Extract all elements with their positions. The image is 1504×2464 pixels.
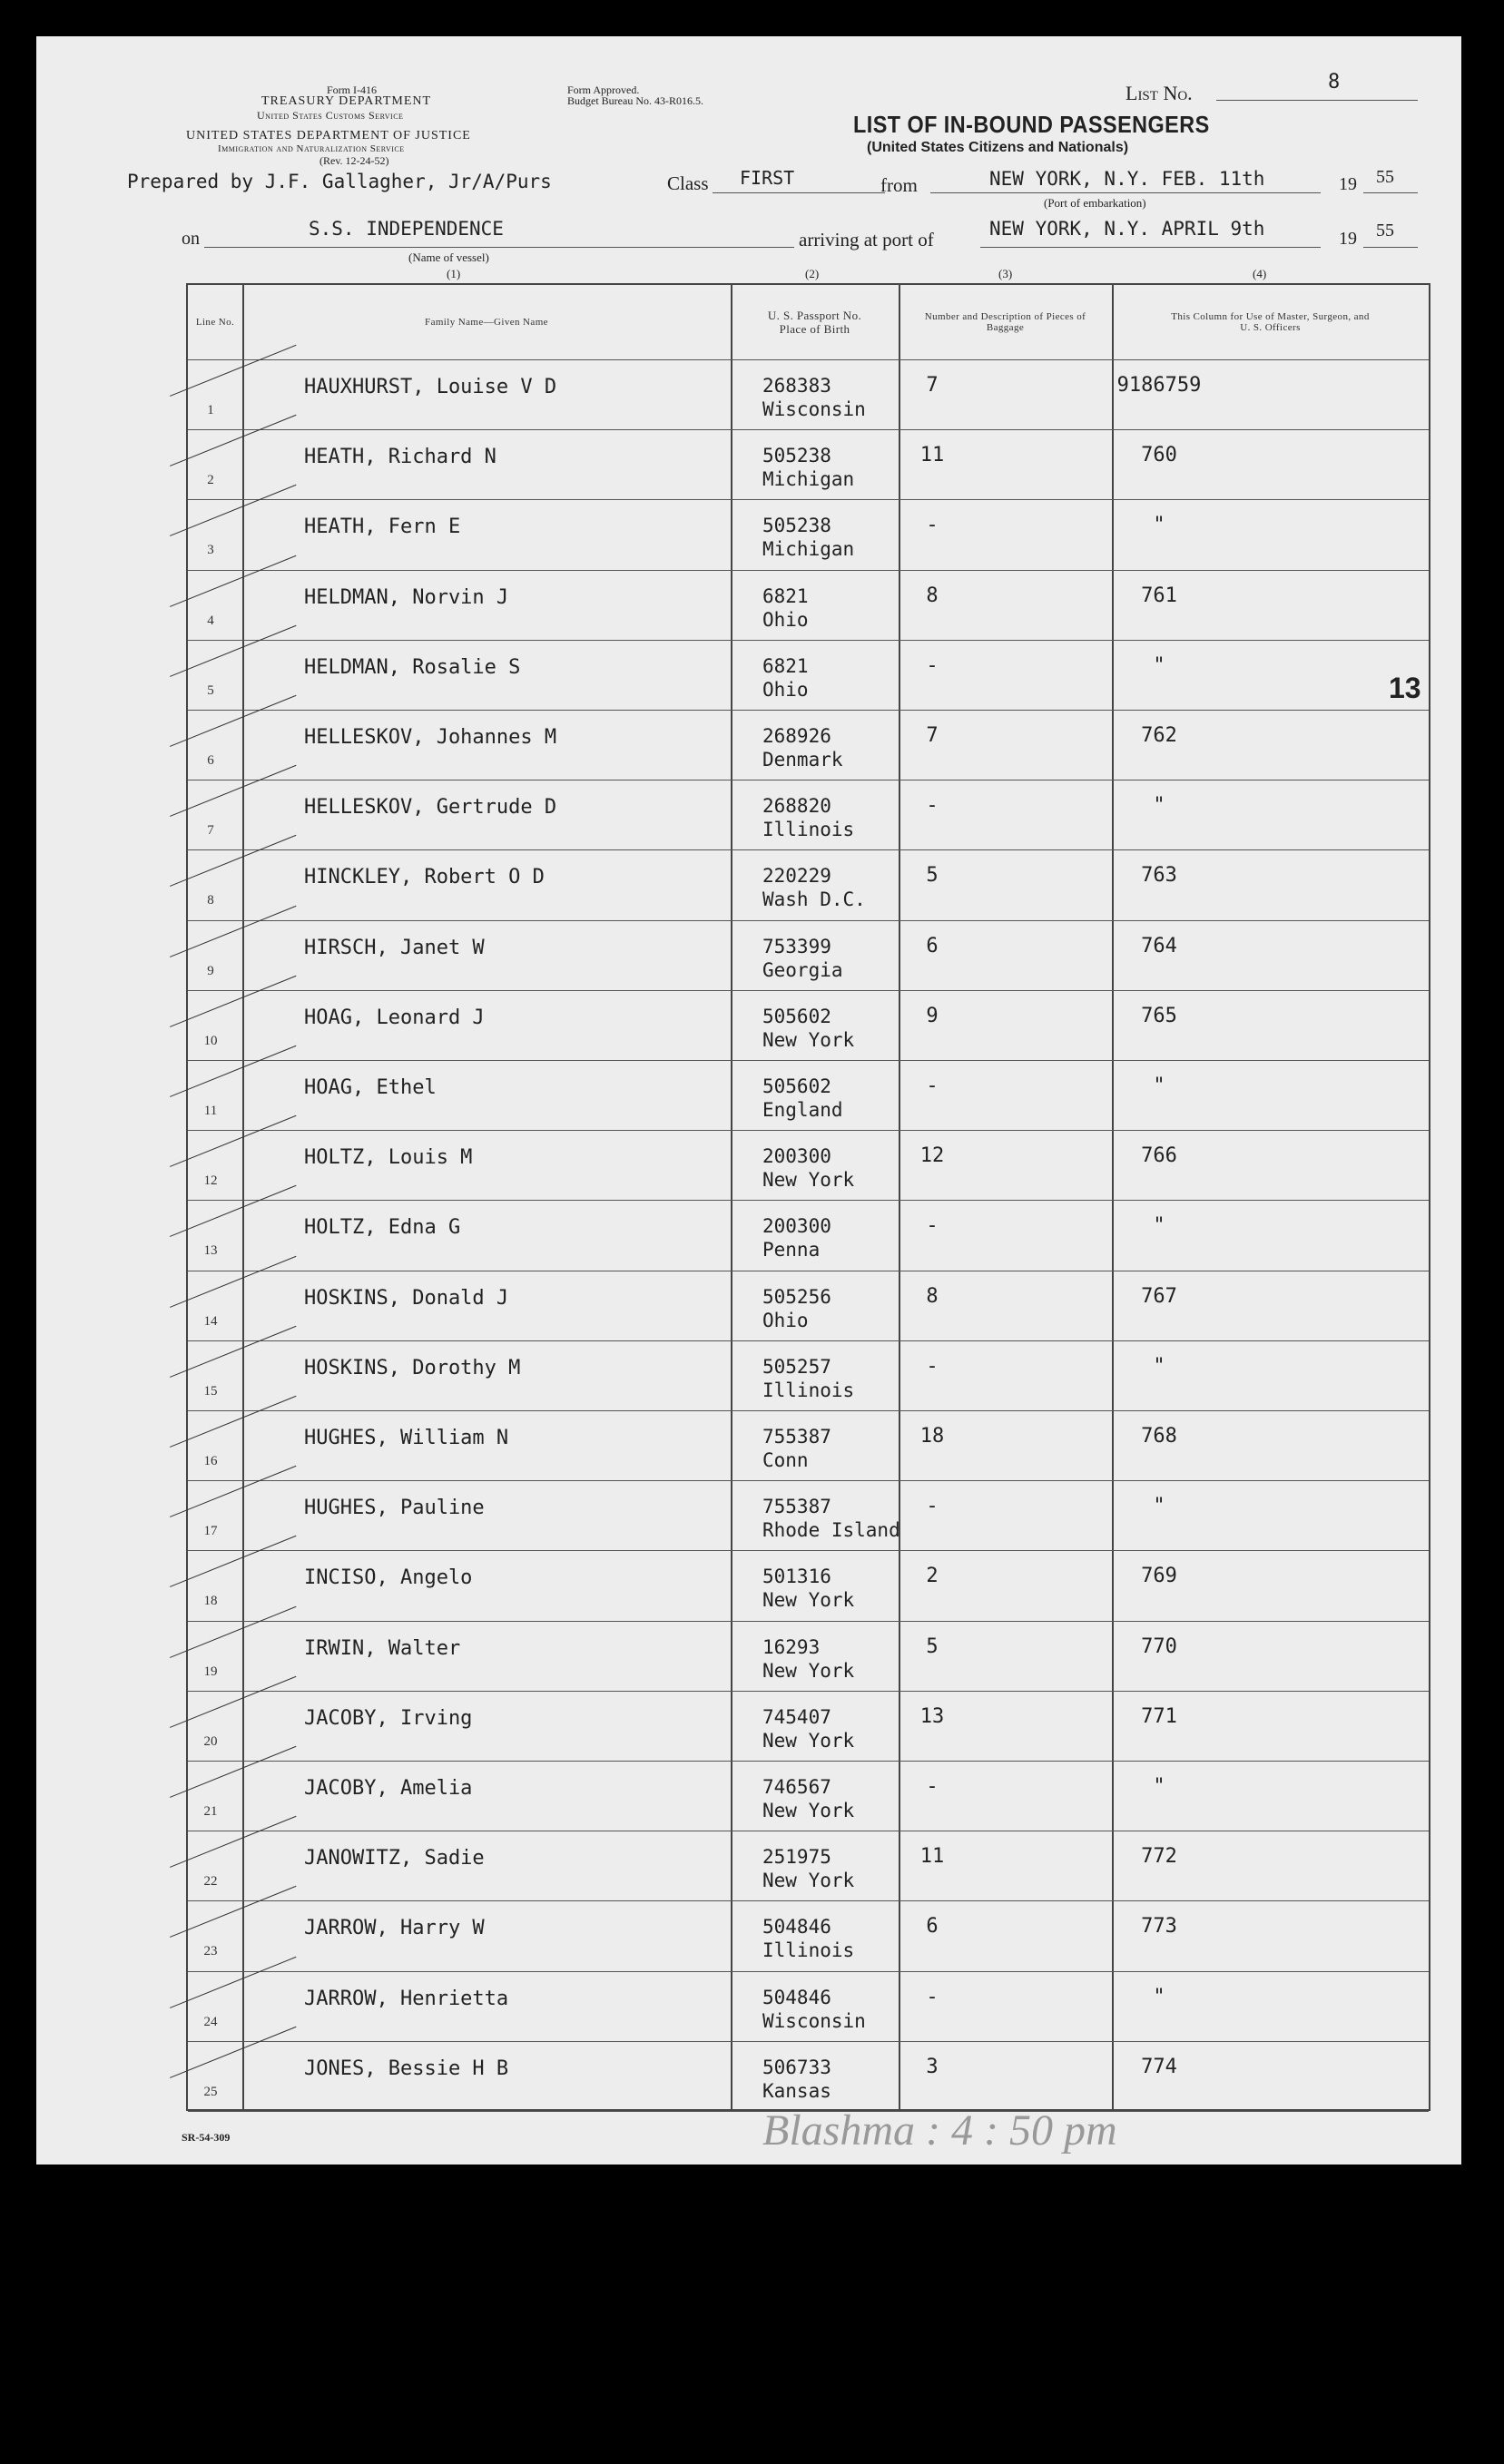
passport-cell (762, 1986, 866, 2033)
passport-cell (762, 374, 866, 421)
passport-cell (762, 724, 843, 771)
line-number: 14 (203, 1313, 218, 1329)
place-of-birth: Michigan (762, 468, 855, 491)
vessel-name: S.S. INDEPENDENCE (309, 218, 504, 240)
table-row (188, 1831, 1429, 1901)
place-of-birth: Illinois (762, 1379, 855, 1401)
passenger-name: HEATH, Fern E (304, 515, 461, 539)
place-of-birth: Rhode Island (762, 1519, 900, 1542)
table-row (188, 1130, 1429, 1201)
line-number: 13 (203, 1243, 218, 1259)
place-of-birth: New York (762, 1800, 855, 1821)
passenger-name: HOLTZ, Edna G (304, 1216, 461, 1240)
officer-number: 762 (1141, 724, 1177, 747)
table-row (188, 1200, 1429, 1271)
line-number: 4 (207, 613, 214, 628)
officer-number: " (1153, 1775, 1165, 1798)
passport-number: 505256 (762, 1285, 831, 1308)
col-number-4: (4) (1253, 267, 1267, 280)
line-number: 7 (207, 823, 214, 839)
line-number: 16 (203, 1454, 218, 1468)
passenger-name: HELDMAN, Rosalie S (304, 655, 521, 679)
col-number-1: (1) (447, 267, 461, 280)
table-row (188, 1480, 1429, 1551)
passenger-name: HOAG, Ethel (304, 1076, 437, 1099)
passport-cell (762, 1915, 854, 1962)
passport-cell (762, 514, 854, 561)
place-of-birth: Wash D.C. (762, 888, 866, 911)
officer-number: 9186759 (1116, 374, 1202, 397)
officer-number: 768 (1141, 1425, 1177, 1448)
line-number: 5 (207, 682, 214, 698)
passenger-name: HUGHES, William N (304, 1427, 509, 1449)
baggage-count: 13 (919, 1704, 945, 1728)
col-number-3: (3) (998, 267, 1013, 280)
line-number: 8 (207, 893, 214, 908)
place-of-birth: Illinois (762, 819, 855, 841)
baggage-count: 11 (919, 1845, 945, 1869)
passenger-name: HELLESKOV, Gertrude D (304, 796, 557, 820)
passport-number: 200300 (762, 1145, 831, 1168)
line-number: 21 (203, 1804, 218, 1819)
line-number: 18 (203, 1594, 218, 1609)
passport-cell (762, 654, 809, 702)
passenger-name: HINCKLEY, Robert O D (304, 866, 545, 889)
list-no-label: List No. (1126, 82, 1193, 104)
passenger-name: HUGHES, Pauline (304, 1497, 485, 1520)
place-of-birth: England (762, 1099, 843, 1121)
class-value: FIRST (740, 167, 795, 189)
baggage-count: - (926, 1075, 939, 1097)
place-of-birth: Georgia (762, 958, 843, 981)
baggage-count: 12 (919, 1144, 945, 1168)
passport-cell (762, 1425, 831, 1472)
justice-dept: UNITED STATES DEPARTMENT OF JUSTICE (186, 129, 471, 142)
place-of-birth: Kansas (762, 2079, 831, 2102)
passport-cell (762, 1845, 854, 1892)
line-number: 12 (203, 1173, 218, 1189)
place-of-birth: Ohio (762, 678, 809, 701)
place-of-birth: Michigan (762, 538, 855, 561)
officer-number: " (1153, 794, 1165, 818)
line-number: 20 (203, 1733, 218, 1749)
line-number: 3 (207, 543, 214, 558)
officer-number: 772 (1141, 1845, 1177, 1869)
baggage-count: 5 (926, 864, 939, 888)
table-row (188, 1550, 1429, 1621)
officer-number: 774 (1141, 2055, 1177, 2078)
from-label: from (880, 174, 918, 196)
baggage-count: 11 (919, 444, 945, 467)
baggage-count: - (926, 1214, 939, 1238)
passenger-name: JARROW, Henrietta (304, 1987, 509, 2010)
baggage-count: 7 (926, 724, 939, 747)
table-row (188, 2041, 1429, 2112)
passport-number: 505238 (762, 515, 831, 537)
passport-cell (762, 935, 843, 982)
passport-number: 755387 (762, 1426, 831, 1448)
table-row (188, 359, 1429, 430)
side-mark: 13 (1389, 672, 1421, 704)
table-row (188, 710, 1429, 780)
passport-cell (762, 2056, 831, 2103)
table-row (188, 920, 1429, 991)
table-row (188, 1691, 1429, 1762)
header-officers: This Column for Use of Master, Surgeon, and U. S. Officers (1171, 311, 1370, 333)
passport-cell (762, 1075, 843, 1122)
passenger-name: HELLESKOV, Johannes M (304, 726, 557, 749)
officer-number: 764 (1141, 934, 1177, 957)
col-number-2: (2) (805, 267, 820, 280)
table-row (188, 1971, 1429, 2042)
passenger-name: JARROW, Harry W (304, 1917, 485, 1940)
line-number: 23 (203, 1944, 218, 1959)
revision: (Rev. 12-24-52) (319, 154, 389, 167)
place-of-birth: Wisconsin (762, 2009, 866, 2032)
passport-cell (762, 1144, 854, 1192)
officer-number: 771 (1141, 1704, 1177, 1728)
baggage-count: 2 (926, 1565, 939, 1588)
baggage-count: - (926, 514, 939, 537)
passenger-name: JACOBY, Amelia (304, 1777, 473, 1800)
passport-number: 16293 (762, 1635, 821, 1658)
document-subtitle: (United States Citizens and Nationals) (867, 140, 1129, 155)
table-row (188, 1410, 1429, 1481)
passport-number: 501316 (762, 1566, 831, 1588)
table-row (188, 429, 1429, 500)
header-line-no: Line No. (195, 317, 235, 328)
passport-cell (762, 1355, 854, 1402)
place-of-birth: New York (762, 1729, 855, 1752)
passenger-name: JANOWITZ, Sadie (304, 1847, 485, 1870)
line-number: 6 (207, 753, 214, 768)
passport-number: 504846 (762, 1986, 831, 2008)
passport-cell (762, 794, 854, 841)
passport-number: 251975 (762, 1846, 831, 1869)
list-no-value: 8 (1328, 71, 1341, 93)
passport-cell (762, 864, 866, 911)
place-of-birth: Ohio (762, 1309, 809, 1331)
passenger-name: HOSKINS, Donald J (304, 1286, 509, 1310)
baggage-count: - (926, 1354, 939, 1378)
treasury-dept: TREASURY DEPARTMENT (261, 94, 432, 108)
on-label: on (182, 229, 200, 249)
from-year: 55 (1376, 167, 1394, 187)
table-row (188, 640, 1429, 711)
officer-number: " (1153, 514, 1165, 537)
line-number: 24 (203, 2014, 218, 2029)
baggage-count: 18 (919, 1425, 945, 1448)
table-row (188, 780, 1429, 850)
passenger-name: JONES, Bessie H B (304, 2057, 509, 2080)
passport-number: 504846 (762, 1916, 831, 1939)
baggage-count: 8 (926, 584, 939, 607)
baggage-count: 3 (926, 2055, 939, 2078)
passport-number: 753399 (762, 935, 831, 957)
header-baggage: Number and Description of Pieces of Baggage (924, 311, 1086, 333)
line-number: 19 (203, 1664, 218, 1679)
officer-number: 766 (1141, 1144, 1177, 1168)
class-label: Class (667, 172, 709, 194)
document-sheet (36, 36, 1461, 2165)
baggage-count: - (926, 653, 939, 677)
table-row (188, 849, 1429, 920)
passenger-name: IRWIN, Walter (304, 1636, 461, 1660)
line-number: 15 (203, 1383, 218, 1399)
line-number: 1 (207, 403, 214, 417)
ins-service: Immigration and Naturalization Service (218, 143, 405, 154)
baggage-count: - (926, 1985, 939, 2008)
vessel-caption: (Name of vessel) (408, 250, 489, 264)
line-number: 10 (203, 1033, 218, 1048)
passport-cell (762, 444, 854, 491)
baggage-count: 7 (926, 374, 939, 397)
officer-number: " (1153, 1985, 1165, 2008)
officer-number: 767 (1141, 1284, 1177, 1308)
passport-number: 745407 (762, 1705, 831, 1728)
table-row (188, 1340, 1429, 1411)
line-number: 2 (207, 473, 214, 488)
passport-number: 200300 (762, 1215, 831, 1238)
line-number: 11 (203, 1104, 218, 1118)
passport-cell (762, 1775, 854, 1822)
budget-bureau: Budget Bureau No. 43-R016.5. (567, 94, 703, 107)
passport-number: 506733 (762, 2056, 831, 2078)
passenger-name: HOAG, Leonard J (304, 1006, 485, 1029)
line-number: 17 (203, 1524, 218, 1539)
passenger-name: HELDMAN, Norvin J (304, 585, 509, 609)
officer-number: " (1153, 1075, 1165, 1097)
place-of-birth: New York (762, 1169, 855, 1192)
passport-number: 268926 (762, 725, 831, 747)
handwritten-signature: Blashma : 4 : 50 pm (762, 2106, 1117, 2155)
officer-number: " (1153, 1495, 1165, 1518)
baggage-count: - (926, 794, 939, 818)
officer-number: 763 (1141, 864, 1177, 888)
officer-number: 761 (1141, 584, 1177, 607)
baggage-count: 9 (926, 1004, 939, 1027)
place-of-birth: Wisconsin (762, 398, 866, 420)
place-of-birth: Denmark (762, 749, 843, 771)
officer-number: " (1153, 1354, 1165, 1378)
place-of-birth: Illinois (762, 1939, 855, 1962)
passenger-name: HOSKINS, Dorothy M (304, 1356, 521, 1379)
form-approved: Form Approved. (567, 83, 640, 96)
baggage-count: 6 (926, 934, 939, 957)
arr-year: 55 (1376, 221, 1394, 241)
passenger-name: HEATH, Richard N (304, 446, 496, 469)
line-number: 22 (203, 1874, 218, 1890)
place-of-birth: New York (762, 1870, 855, 1892)
passenger-name: JACOBY, Irving (304, 1706, 473, 1730)
place-of-birth: New York (762, 1659, 855, 1682)
passport-number: 6821 (762, 654, 809, 677)
table-row (188, 1271, 1429, 1341)
document-title: LIST OF IN-BOUND PASSENGERS (853, 111, 1210, 138)
baggage-count: 6 (926, 1915, 939, 1939)
header-passport: U. S. Passport No. Place of Birth (767, 309, 862, 336)
passport-cell (762, 1565, 854, 1612)
from-value: NEW YORK, N.Y. FEB. 11th (989, 168, 1265, 190)
passport-number: 268383 (762, 375, 831, 397)
passport-cell (762, 1635, 854, 1683)
passport-number: 755387 (762, 1496, 831, 1518)
passenger-name: HOLTZ, Louis M (304, 1146, 473, 1170)
baggage-count: 5 (926, 1634, 939, 1658)
table-row (188, 1900, 1429, 1971)
line-number: 9 (207, 963, 214, 978)
officer-number: 765 (1141, 1004, 1177, 1027)
passport-cell (762, 1214, 831, 1261)
officer-number: 773 (1141, 1915, 1177, 1939)
officer-number: 770 (1141, 1634, 1177, 1658)
from-year-prefix: 19 (1339, 174, 1357, 194)
passport-number: 505238 (762, 445, 831, 467)
passport-number: 505257 (762, 1355, 831, 1378)
passport-number: 505602 (762, 1075, 831, 1097)
officer-number: " (1153, 653, 1165, 677)
header-name: Family Name—Given Name (425, 317, 548, 328)
baggage-count: - (926, 1775, 939, 1798)
customs-service: United States Customs Service (257, 109, 404, 122)
arr-year-prefix: 19 (1339, 229, 1357, 249)
passenger-name: HAUXHURST, Louise V D (304, 376, 557, 398)
place-of-birth: Conn (762, 1449, 809, 1471)
port-caption: (Port of embarkation) (1044, 196, 1146, 210)
arriving-value: NEW YORK, N.Y. APRIL 9th (989, 218, 1265, 240)
passport-cell (762, 1705, 854, 1752)
baggage-count: 8 (926, 1284, 939, 1308)
passport-cell (762, 584, 809, 632)
place-of-birth: Ohio (762, 608, 809, 631)
place-of-birth: New York (762, 1028, 855, 1051)
form-code: SR-54-309 (182, 2131, 231, 2144)
line-number: 25 (203, 2084, 218, 2099)
arriving-label: arriving at port of (799, 229, 934, 250)
table-row (188, 1060, 1429, 1131)
prepared-by: Prepared by J.F. Gallagher, Jr/A/Purs (127, 171, 552, 192)
table-row (188, 570, 1429, 641)
passport-cell (762, 1005, 854, 1052)
table-row (188, 1761, 1429, 1831)
passport-cell (762, 1285, 831, 1332)
passport-number: 268820 (762, 795, 831, 818)
place-of-birth: New York (762, 1589, 855, 1612)
passenger-table (186, 283, 1430, 2111)
form-number: Form I-416 (327, 83, 377, 96)
officer-number: 760 (1141, 444, 1177, 467)
passenger-name: INCISO, Angelo (304, 1566, 473, 1590)
table-row (188, 499, 1429, 570)
passport-number: 505602 (762, 1005, 831, 1027)
place-of-birth: Penna (762, 1239, 821, 1261)
table-row (188, 1621, 1429, 1692)
officer-number: 769 (1141, 1565, 1177, 1588)
passenger-name: HIRSCH, Janet W (304, 936, 485, 959)
passport-number: 746567 (762, 1776, 831, 1798)
passport-number: 220229 (762, 865, 831, 888)
baggage-count: - (926, 1495, 939, 1518)
passport-number: 6821 (762, 584, 809, 607)
table-row (188, 990, 1429, 1061)
officer-number: " (1153, 1214, 1165, 1238)
